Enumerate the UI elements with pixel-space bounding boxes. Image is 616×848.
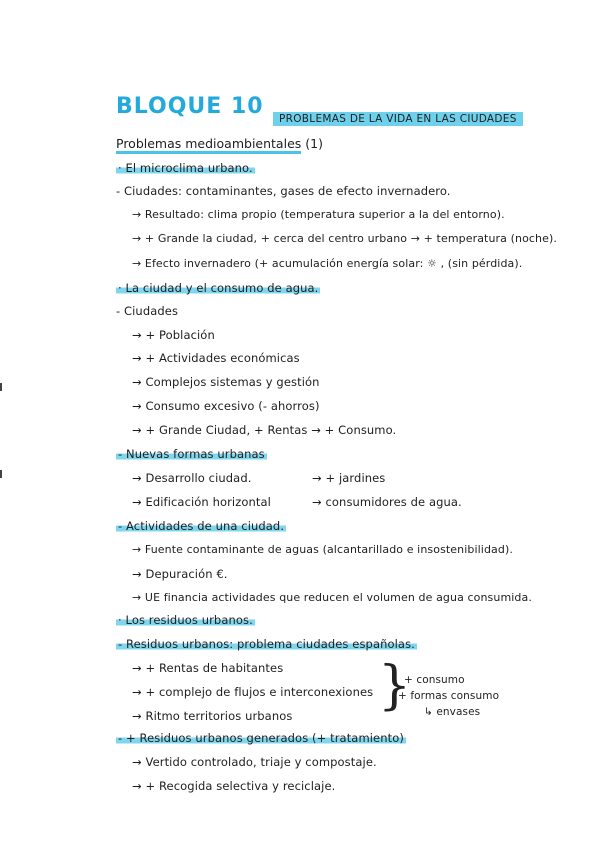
- note-line: → + complejo de flujos e interconexiones: [132, 685, 374, 699]
- topic-text: · La ciudad y el consumo de agua.: [118, 281, 319, 295]
- note-line: → Edificación horizontal: [132, 495, 271, 509]
- subtopic-heading: [116, 446, 267, 462]
- note-line: → Vertido controlado, triaje y compostaje.: [132, 755, 377, 769]
- brace-note: + consumo: [404, 674, 465, 686]
- note-line: → + Rentas de habitantes: [132, 661, 284, 675]
- note-line: → Desarrollo ciudad.: [132, 471, 252, 485]
- subtopic-heading: [116, 518, 286, 534]
- subtopic-text: - + Residuos urbanos generados (+ tratamiento): [118, 731, 404, 745]
- note-line: → Fuente contaminante de aguas (alcantarillado e insostenibilidad).: [132, 543, 513, 556]
- note-line: → + Actividades económicas: [132, 351, 300, 365]
- section-number: (1): [305, 136, 323, 151]
- note-line: - Ciudades: contaminantes, gases de efecto invernadero.: [116, 184, 451, 198]
- topic-text: · El microclima urbano.: [118, 161, 253, 175]
- page-title: BLOQUE 10: [116, 94, 264, 119]
- note-line: → Efecto invernadero (+ acumulación energía solar: ☼ , (sin pérdida).: [132, 257, 523, 270]
- note-line: → Consumo excesivo (- ahorros): [132, 399, 320, 413]
- binder-hole-mark: [0, 470, 2, 478]
- note-line: → + jardines: [312, 471, 386, 485]
- subtopic-heading: [116, 730, 406, 746]
- note-line: → Complejos sistemas y gestión: [132, 375, 320, 389]
- topic-heading: [116, 612, 255, 628]
- note-line: → consumidores de agua.: [312, 495, 462, 509]
- note-line: → Resultado: clima propio (temperatura superior a la del entorno).: [132, 208, 505, 221]
- section-heading: [116, 136, 323, 151]
- note-line: → + Grande Ciudad, + Rentas → + Consumo.: [132, 423, 397, 437]
- brace-icon: }: [378, 656, 412, 716]
- note-line: → + Población: [132, 328, 215, 342]
- note-line: → + Grande la ciudad, + cerca del centro urbano → + temperatura (noche).: [132, 232, 557, 245]
- topic-text: · Los residuos urbanos.: [118, 613, 253, 627]
- section-title: Problemas medioambientales: [116, 136, 301, 154]
- binder-hole-mark: [0, 383, 2, 391]
- note-line: → + Recogida selectiva y reciclaje.: [132, 779, 336, 793]
- note-line: [116, 636, 417, 652]
- page-subtitle: PROBLEMAS DE LA VIDA EN LAS CIUDADES: [273, 112, 523, 126]
- subtopic-text: - Nuevas formas urbanas: [118, 447, 265, 461]
- note-line: - Ciudades: [116, 304, 179, 318]
- subtopic-text: - Actividades de una ciudad.: [118, 519, 285, 533]
- brace-note: ↳ envases: [424, 706, 481, 718]
- note-line: → Depuración €.: [132, 567, 228, 581]
- brace-note: + formas consumo: [398, 690, 500, 702]
- topic-heading: [116, 160, 255, 176]
- note-line: → UE financia actividades que reducen el volumen de agua consumida.: [132, 591, 532, 604]
- note-line: → Ritmo territorios urbanos: [132, 709, 293, 723]
- note-text: - Residuos urbanos: problema ciudades españolas.: [118, 637, 415, 651]
- topic-heading: [116, 280, 320, 296]
